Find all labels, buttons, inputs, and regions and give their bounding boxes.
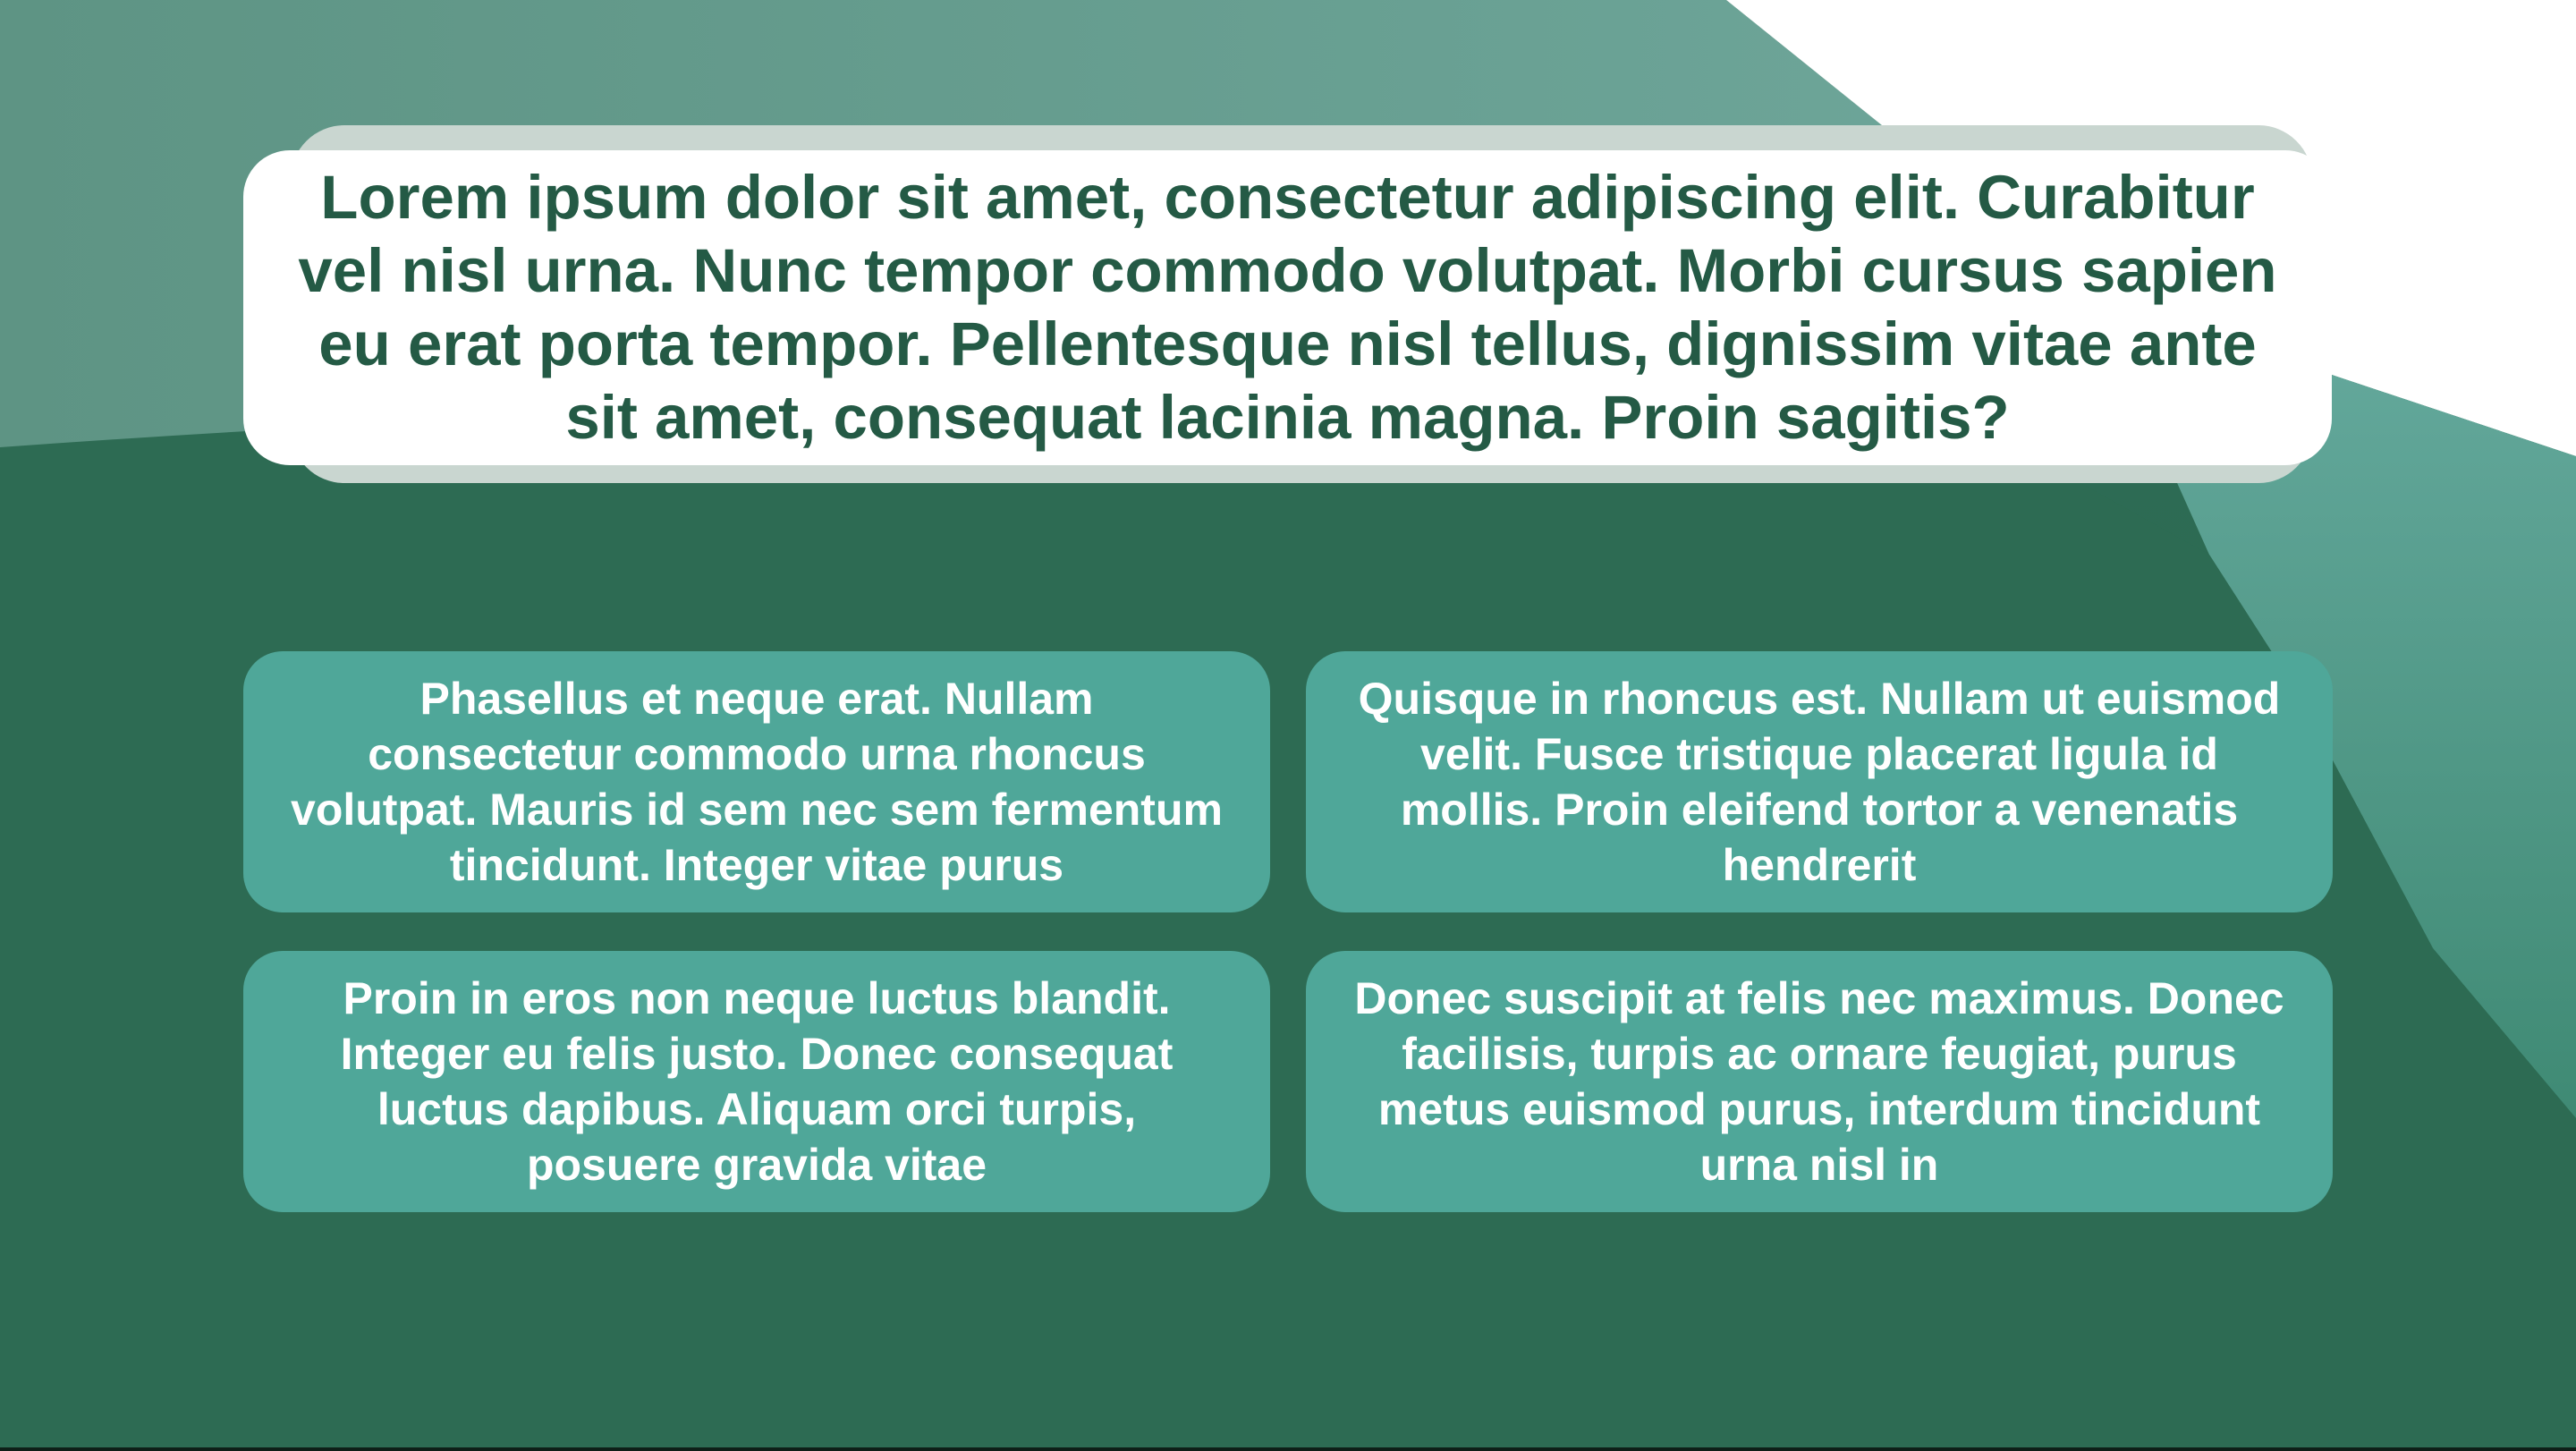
question-box [243, 150, 2332, 465]
answer-text-2: Quisque in rhoncus est. Nullam ut euismod velit. Fusce tristique placerat ligula id mollis. Proin eleifend tortor a venenatis hendrerit [1358, 674, 2281, 890]
background-base [0, 403, 2576, 1451]
answer-card-1[interactable] [243, 651, 1270, 912]
answer-text-1: Phasellus et neque erat. Nullam consectetur commodo urna rhoncus volutpat. Mauris id sem nec sem fermentum tincidunt. Integer vitae purus [291, 674, 1223, 890]
answer-card-2[interactable] [1306, 651, 2333, 912]
answer-card-3[interactable] [243, 951, 1270, 1212]
answer-text-4: Donec suscipit at felis nec maximus. Donec facilisis, turpis ac ornare feugiat, purus metus euismod purus, interdum tincidunt urna nisl in [1354, 973, 2284, 1190]
answer-text-3: Proin in eros non neque luctus blandit. Integer eu felis justo. Donec consequat luctus dapibus. Aliquam orci turpis, posuere gravida vitae [340, 973, 1174, 1190]
answer-card-4[interactable] [1306, 951, 2333, 1212]
bottom-divider [0, 1447, 2576, 1451]
question-text: Lorem ipsum dolor sit amet, consectetur adipiscing elit. Curabitur vel nisl urna. Nunc tempor commodo volutpat. Morbi cursus sapien eu erat porta tempor. Pellentesque nisl tellus, dignissim vitae ante sit amet, consequat lacinia magna. Proin sagitis? [298, 163, 2277, 452]
